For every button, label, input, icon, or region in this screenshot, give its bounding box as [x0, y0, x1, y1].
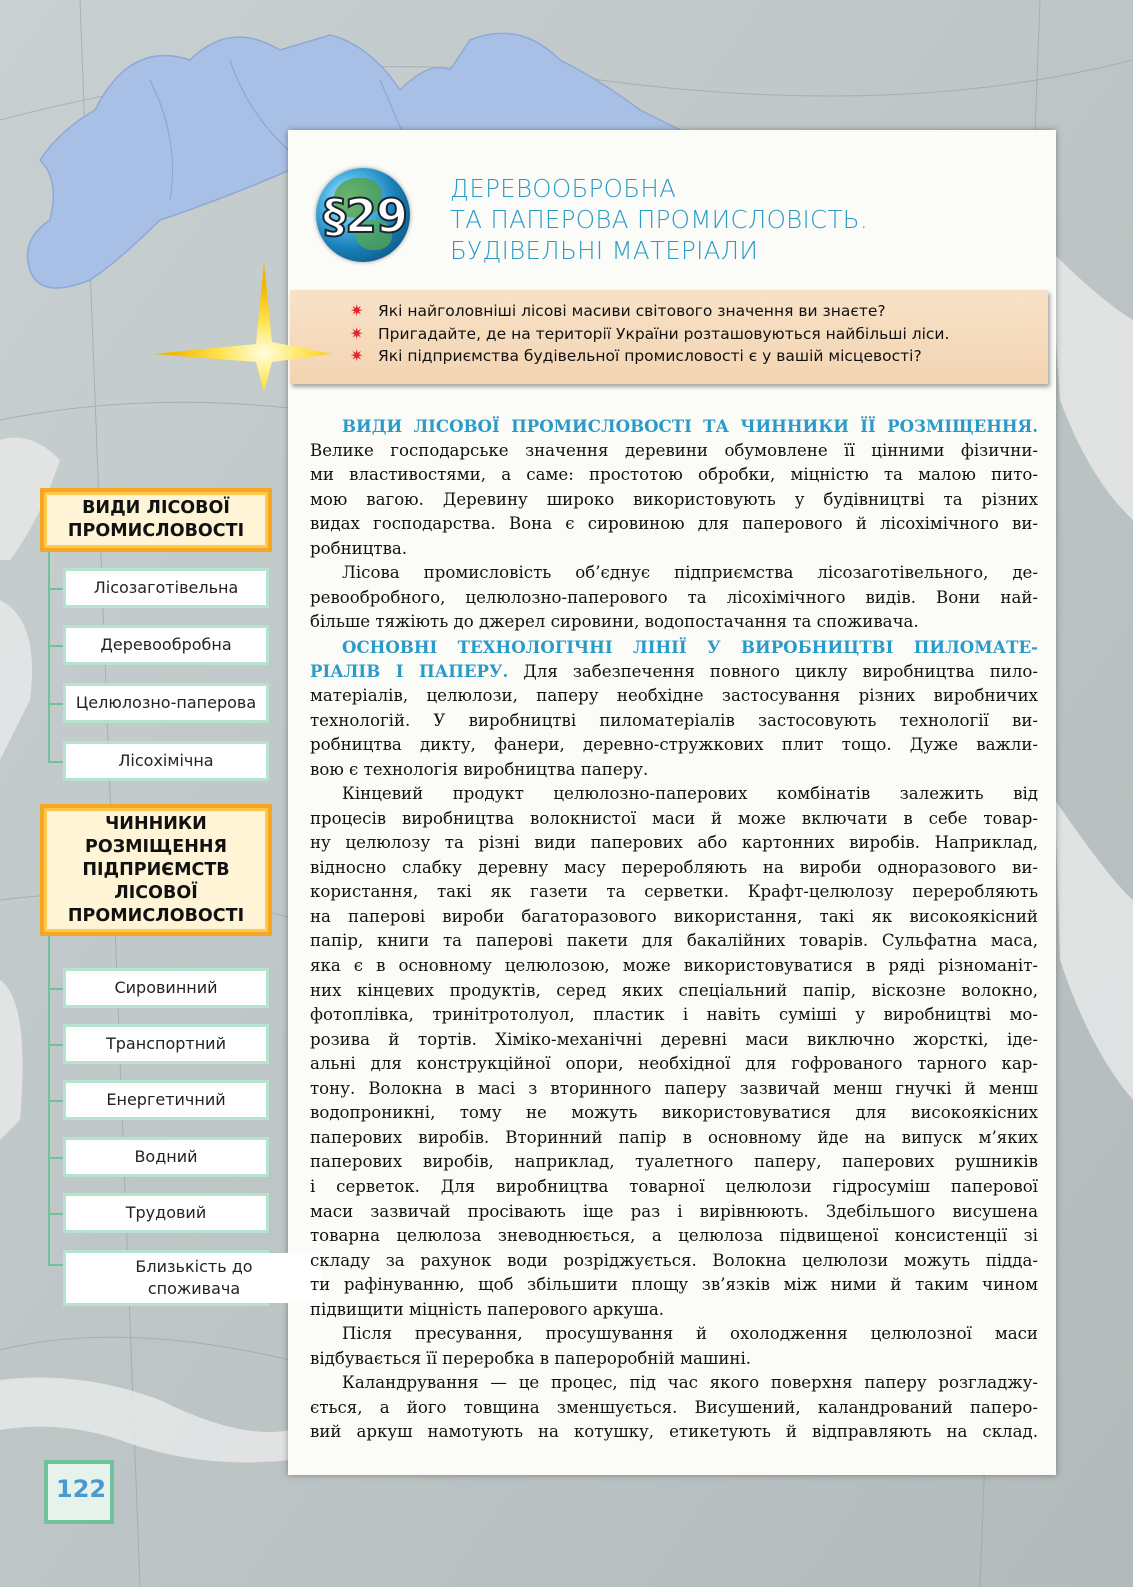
section-heading: ОСНОВНІ ТЕХНОЛОГІЧНІ ЛІНІЇ У ВИРОБНИЦТВІ ПИЛОМАТЕ- [342, 636, 1038, 657]
body-line-text: Велике господарське значення деревини обумовлене її цінними фізични- [310, 440, 1038, 460]
body-line [310, 1298, 1038, 1323]
body-line-text: робництва. [310, 538, 408, 558]
asterisk-icon: ✷ [350, 301, 364, 320]
body-line-text: папір, книги та паперові пакети для бакалійних товарів. Сульфатна маса, [310, 931, 1038, 951]
body-line [310, 1101, 1038, 1126]
body-line-text: водопроникні, тому не можуть використовуватися для високоякісних [310, 1103, 1038, 1123]
body-line [310, 1273, 1038, 1298]
body-line [310, 1175, 1038, 1200]
body-line [310, 561, 1038, 586]
tree-connector [48, 1100, 64, 1102]
body-line [310, 1028, 1038, 1053]
tree-connector [48, 1264, 64, 1266]
question-item [350, 300, 1040, 323]
asterisk-icon: ✷ [350, 323, 364, 343]
tree-connector [48, 645, 64, 647]
body-line [310, 880, 1038, 905]
body-line [310, 709, 1038, 734]
body-line-text: відносно слабку деревну масу переробляють на вироби одноразового ви- [310, 857, 1038, 877]
body-line-text: мою вагою. Деревину широко використовують у будівництві та різних [310, 489, 1038, 509]
body-line [310, 733, 1038, 758]
body-line [310, 1396, 1038, 1421]
question-item [350, 323, 1040, 346]
body-line [310, 463, 1038, 488]
section-title-line: ДЕРЕВООБРОБНА [450, 174, 677, 203]
body-line-text: Кінцевий продукт целюлозно-паперових комбінатів залежить від [342, 784, 1038, 804]
body-line-text: розива й тортів. Хіміко-механічні деревні маси виключно жорсткі, іде- [310, 1029, 1038, 1049]
body-line [310, 929, 1038, 954]
factor-item-label: Близькість до споживача [66, 1253, 322, 1303]
tree-connector [48, 761, 64, 763]
body-line-text: на паперові вироби багаторазового використання, такі як високоякісний [310, 906, 1038, 926]
body-line [310, 610, 1038, 635]
type-item-label: Лісохімічна [66, 744, 266, 778]
body-line-text: паперових виробів. Вторинний папір в основному йде на випуск м’яких [310, 1127, 1038, 1147]
factor-item-label: Транспортний [66, 1027, 266, 1061]
body-line-text: альні для конструкційної опори, необхідної для гофрованого тарного кар- [310, 1054, 1038, 1074]
type-item-label: Деревообробна [66, 628, 266, 662]
factor-item-label: Сировинний [66, 971, 266, 1005]
factor-item-label: Енергетичний [66, 1083, 266, 1117]
body-line [310, 758, 1038, 783]
body-line [310, 954, 1038, 979]
body-line-text: яка є в основному целюлозою, може використовуватися в ряді різноманіт- [310, 956, 1038, 976]
body-line [310, 1003, 1038, 1028]
body-line-text: них кінцевих продуктів, серед яких спеціальний папір, віскозне волокно, [310, 980, 1038, 1000]
body-line [310, 488, 1038, 513]
type-item [63, 568, 269, 608]
question-text: Які найголовніші лісові масиви світового значення ви знаєте? [378, 302, 886, 320]
types-category-box [40, 488, 272, 552]
section-title-line: ТА ПАПЕРОВА ПРОМИСЛОВІСТЬ. [450, 205, 868, 234]
type-item-label: Лісозаготівельна [66, 571, 266, 605]
tree-connector [48, 703, 64, 705]
factor-item [63, 1080, 269, 1120]
body-line-text: технологій. У виробництві пиломатеріалів застосовують технології ви- [310, 710, 1038, 730]
body-line-text: робництва дикту, фанери, деревно-стружкових плит тощо. Дуже важли- [310, 735, 1038, 755]
type-item [63, 741, 269, 781]
body-line-text: ми властивостями, а саме: простотою обробки, міцністю та малою пито- [310, 465, 1038, 485]
type-item-label: Целюлозно-паперова [66, 686, 266, 720]
body-line [310, 1224, 1038, 1249]
factor-item-label: Трудовий [66, 1196, 266, 1230]
body-line [310, 537, 1038, 562]
body-line-text: більше тяжіють до джерел сировини, водопостачання та споживача. [310, 612, 919, 632]
body-line-text: товарна целюлоза зневоднюється, а целюлоза підвищеної консистенції зі [310, 1226, 1038, 1246]
body-line [310, 1249, 1038, 1274]
body-line-text: ти рафінуванню, щоб збільшити площу зв’язків між ними й таким чином [310, 1275, 1038, 1295]
body-line [310, 586, 1038, 611]
section-title [450, 173, 1010, 266]
body-line [310, 1077, 1038, 1102]
section-heading: РІАЛІВ І ПАПЕРУ. [310, 661, 509, 682]
tree-connector [48, 1044, 64, 1046]
body-line [310, 635, 1038, 660]
factors-category-title: ЧИННИКИ РОЗМІЩЕННЯ ПІДПРИЄМСТВ ЛІСОВОЇ ПРОМИСЛОВОСТІ [67, 813, 245, 926]
body-line-text: Каландрування — це процес, під час якого поверхня паперу розгладжу- [342, 1373, 1038, 1393]
body-line [310, 1420, 1038, 1445]
factor-item-label: Водний [66, 1140, 266, 1174]
body-line [310, 1322, 1038, 1347]
body-line-text: Для забезпечення повного циклу виробництва пило- [508, 662, 1038, 682]
body-line [310, 905, 1038, 930]
body-line-text: процесів виробництва волокнистої маси й може включати в себе товар- [310, 808, 1038, 828]
tree-connector [48, 1157, 64, 1159]
factor-item [63, 968, 269, 1008]
body-line [310, 782, 1038, 807]
body-line [310, 414, 1038, 439]
tree-connector [48, 588, 64, 590]
body-line-text: і серветок. Для виробництва товарної целюлози гідросуміш паперової [310, 1176, 1038, 1196]
body-line-text: ну целюлозу та різні види паперових або картонних виробів. Наприклад, [310, 833, 1038, 853]
type-item [63, 625, 269, 665]
body-line [310, 439, 1038, 464]
type-item [63, 683, 269, 723]
body-line-text: складу за рахунок води розріджується. Волокна целюлози можуть підда- [310, 1250, 1038, 1270]
sparkle-star-icon [152, 262, 332, 392]
body-line [310, 659, 1038, 684]
body-line-text: фотоплівка, тринітротолуол, пластик і навіть суміші у виробництві мо- [310, 1005, 1038, 1025]
asterisk-icon: ✷ [350, 346, 364, 365]
body-line [310, 1052, 1038, 1077]
body-line [310, 807, 1038, 832]
body-line-text: видах господарства. Вона є сировиною для паперового й лісохімічного ви- [310, 514, 1038, 534]
body-line-text: користання, такі як газети та серветки. Крафт-целюлозу переробляють [310, 882, 1038, 902]
section-heading: ВИДИ ЛІСОВОЇ ПРОМИСЛОВОСТІ ТА ЧИННИКИ ЇЇ РОЗМІЩЕННЯ. [342, 416, 1038, 436]
body-line-text: підвищити міцність паперового аркуша. [310, 1299, 665, 1319]
body-line-text: паперових виробів, наприклад, туалетного паперу, паперових рушників [310, 1152, 1038, 1172]
factor-item [63, 1024, 269, 1064]
tree-connector [48, 552, 50, 762]
body-line [310, 512, 1038, 537]
question-text: Які підприємства будівельної промисловості є у вашій місцевості? [378, 347, 922, 365]
body-line-text: Після пресування, просушування й охолодження целюлозної маси [342, 1324, 1038, 1344]
body-text [310, 414, 1038, 1445]
tree-connector [48, 1213, 64, 1215]
tree-connector [48, 988, 64, 990]
body-line [310, 1371, 1038, 1396]
types-category-title: ВИДИ ЛІСОВОЇ ПРОМИСЛОВОСТІ [67, 498, 245, 541]
body-line [310, 856, 1038, 881]
body-line [310, 979, 1038, 1004]
factor-item [63, 1250, 269, 1306]
page-number-box [44, 1460, 114, 1524]
body-line-text: ревообробного, целюлозно-паперового та лісохімічного видів. Вони най- [310, 587, 1038, 607]
body-line [310, 831, 1038, 856]
body-line-text: маси зазвичай просівають іще раз і вирівнюють. Здебільшого висушена [310, 1201, 1038, 1221]
section-title-line: БУДІВЕЛЬНІ МАТЕРІАЛИ [450, 236, 759, 265]
question-item [350, 345, 1040, 368]
questions-list [350, 300, 1040, 368]
section-number: §29 [322, 189, 407, 243]
body-line-text: тону. Волокна в масі з вторинного паперу зазвичай менш гнучкі й менш [310, 1078, 1038, 1098]
body-line [310, 684, 1038, 709]
body-line-text: вий аркуш намотують на котушку, етикетують й відправляють на склад. [310, 1422, 1038, 1442]
body-line [310, 1126, 1038, 1151]
body-line [310, 1347, 1038, 1372]
body-line-text: відбувається її переробка в папероробній машині. [310, 1348, 752, 1368]
question-text: Пригадайте, де на території України розташовуються найбільші ліси. [378, 324, 950, 343]
body-line [310, 1150, 1038, 1175]
page-number: 122 [56, 1475, 107, 1503]
body-line-text: матеріалів, целюлози, паперу необхідне застосування різних виробничих [310, 686, 1038, 706]
body-line-text: Лісова промисловість об’єднує підприємства лісозаготівельного, де- [342, 563, 1038, 583]
body-line [310, 1200, 1038, 1225]
body-line-text: вою є технологія виробництва паперу. [310, 759, 649, 779]
factor-item [63, 1137, 269, 1177]
factors-category-box [40, 804, 272, 936]
body-line-text: ється, а його товщина зменшується. Висушений, каландрований паперо- [310, 1397, 1038, 1417]
factor-item [63, 1193, 269, 1233]
